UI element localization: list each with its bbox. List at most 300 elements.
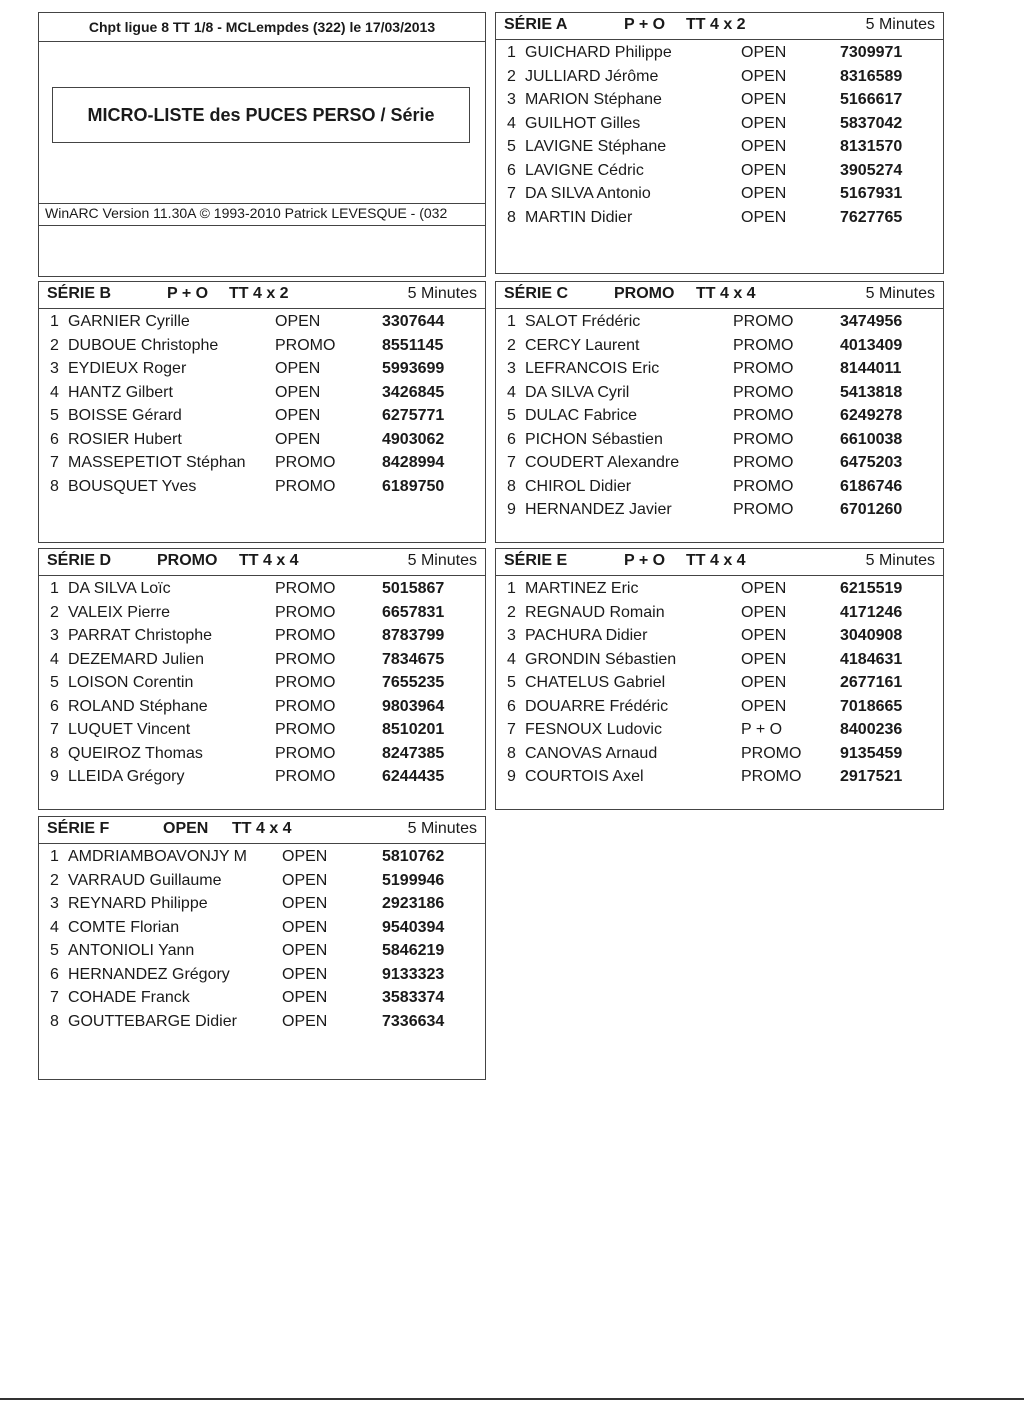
row-number: 5	[50, 674, 59, 691]
chip-code: 6244435	[382, 768, 445, 785]
row-number: 3	[507, 91, 516, 108]
chip-code: 3307644	[382, 313, 445, 330]
player-name: REGNAUD Romain	[525, 603, 665, 621]
chip-code: 4171246	[840, 603, 903, 621]
player-category: OPEN	[282, 942, 328, 959]
player-category: PROMO	[733, 454, 794, 471]
player-category: PROMO	[275, 627, 336, 644]
player-category: OPEN	[741, 697, 787, 715]
chip-code: 6189750	[382, 477, 445, 495]
chip-code: 6186746	[840, 477, 903, 495]
table-row	[39, 404, 485, 428]
chip-code: 3583374	[382, 989, 445, 1006]
table-row	[39, 1010, 485, 1034]
chip-code: 6701260	[840, 501, 903, 518]
row-number: 4	[50, 383, 59, 401]
row-number: 2	[507, 336, 516, 354]
chip-code: 3905274	[840, 161, 903, 179]
row-number: 8	[507, 208, 516, 226]
chip-code: 8247385	[382, 744, 445, 762]
table-row	[39, 624, 485, 648]
player-name: MARION Stéphane	[525, 91, 662, 108]
table-row	[39, 765, 485, 789]
chip-code: 9540394	[382, 918, 445, 936]
page-bottom-edge	[0, 1398, 1024, 1400]
row-number: 3	[50, 360, 59, 377]
chip-code: 8400236	[840, 721, 903, 738]
row-number: 6	[507, 430, 516, 448]
player-name: ROLAND Stéphane	[68, 697, 208, 715]
player-name: MASSEPETIOT Stéphan	[68, 454, 246, 471]
software-credit: WinARC Version 11.30A © 1993-2010 Patrick LEVESQUE - (032	[45, 205, 448, 221]
table-row	[496, 88, 943, 112]
chip-code: 5837042	[840, 114, 903, 132]
title-box	[38, 12, 486, 277]
player-name: LAVIGNE Cédric	[525, 161, 644, 179]
player-category: OPEN	[275, 313, 321, 330]
player-category: PROMO	[275, 650, 336, 668]
player-name: EYDIEUX Roger	[68, 360, 187, 377]
row-number: 9	[507, 768, 516, 785]
table-row	[496, 648, 943, 672]
row-number: 4	[507, 383, 516, 401]
player-category: PROMO	[275, 674, 336, 691]
row-number: 3	[507, 627, 516, 644]
table-row	[39, 428, 485, 452]
table-row	[496, 671, 943, 695]
table-row	[39, 869, 485, 893]
player-category: PROMO	[275, 336, 336, 354]
chip-code: 9133323	[382, 965, 445, 983]
player-name: PICHON Sébastien	[525, 430, 663, 448]
player-category: OPEN	[282, 965, 328, 983]
chip-code: 4184631	[840, 650, 903, 668]
player-category: P + O	[741, 721, 783, 738]
series-rows	[496, 310, 943, 522]
player-category: OPEN	[282, 895, 328, 912]
series-rows	[39, 310, 485, 498]
player-name: QUEIROZ Thomas	[68, 744, 203, 762]
chip-code: 4903062	[382, 430, 445, 448]
player-category: PROMO	[275, 454, 336, 471]
player-name: FESNOUX Ludovic	[525, 721, 662, 738]
row-number: 1	[507, 44, 516, 61]
table-row	[496, 206, 943, 230]
series-duration: 5 Minutes	[407, 285, 477, 302]
row-number: 8	[50, 477, 59, 495]
table-row	[496, 765, 943, 789]
chip-code: 8428994	[382, 454, 445, 471]
series-header	[496, 549, 943, 576]
divider	[39, 225, 485, 226]
player-category: OPEN	[741, 603, 787, 621]
player-category: OPEN	[275, 407, 321, 424]
player-category: OPEN	[741, 67, 787, 85]
table-row	[39, 916, 485, 940]
series-d-panel	[38, 548, 486, 810]
table-row	[496, 742, 943, 766]
series-c-panel	[495, 281, 944, 543]
series-rows	[39, 577, 485, 789]
table-row	[496, 334, 943, 358]
player-name: GUILHOT Gilles	[525, 114, 641, 132]
player-category: PROMO	[733, 383, 794, 401]
row-number: 6	[507, 161, 516, 179]
document-title: MICRO-LISTE des PUCES PERSO / Série	[52, 87, 470, 143]
player-category: PROMO	[733, 360, 794, 377]
table-row	[39, 601, 485, 625]
chip-code: 8316589	[840, 67, 903, 85]
series-format: TT 4 x 4	[232, 820, 292, 837]
player-category: OPEN	[741, 650, 787, 668]
row-number: 7	[507, 454, 516, 471]
chip-code: 7655235	[382, 674, 445, 691]
chip-code: 8131570	[840, 138, 903, 155]
chip-code: 3426845	[382, 383, 445, 401]
player-name: CHIROL Didier	[525, 477, 632, 495]
table-row	[39, 742, 485, 766]
row-number: 2	[507, 603, 516, 621]
player-category: PROMO	[733, 336, 794, 354]
chip-code: 6610038	[840, 430, 903, 448]
player-category: PROMO	[741, 744, 802, 762]
player-category: OPEN	[741, 91, 787, 108]
player-category: OPEN	[282, 918, 328, 936]
row-number: 5	[507, 407, 516, 424]
series-name: SÉRIE B	[47, 285, 112, 302]
player-name: CANOVAS Arnaud	[525, 744, 658, 762]
chip-code: 3474956	[840, 313, 903, 330]
chip-code: 8783799	[382, 627, 445, 644]
series-name: SÉRIE A	[504, 16, 568, 33]
player-category: PROMO	[275, 744, 336, 762]
series-category: OPEN	[163, 820, 209, 837]
series-format: TT 4 x 4	[686, 552, 746, 569]
player-name: CHATELUS Gabriel	[525, 674, 666, 691]
series-name: SÉRIE C	[504, 285, 569, 302]
row-number: 2	[507, 67, 516, 85]
player-category: OPEN	[275, 360, 321, 377]
player-name: COHADE Franck	[68, 989, 190, 1006]
player-name: LUQUET Vincent	[68, 721, 191, 738]
player-name: DULAC Fabrice	[525, 407, 638, 424]
player-name: ANTONIOLI Yann	[68, 942, 195, 959]
chip-code: 2923186	[382, 895, 445, 912]
table-row	[39, 939, 485, 963]
series-category: PROMO	[157, 552, 218, 569]
player-category: OPEN	[741, 185, 787, 202]
player-category: OPEN	[741, 161, 787, 179]
chip-code: 5810762	[382, 848, 445, 865]
chip-code: 2677161	[840, 674, 903, 691]
divider	[39, 41, 485, 42]
series-header	[496, 282, 943, 309]
series-b-panel	[38, 281, 486, 543]
row-number: 7	[507, 721, 516, 738]
chip-code: 7018665	[840, 697, 903, 715]
player-name: HERNANDEZ Javier	[525, 501, 672, 518]
row-number: 1	[50, 580, 59, 597]
series-duration: 5 Minutes	[407, 820, 477, 837]
player-category: OPEN	[741, 674, 787, 691]
player-category: PROMO	[733, 430, 794, 448]
series-duration: 5 Minutes	[865, 16, 935, 33]
row-number: 7	[50, 989, 59, 1006]
chip-code: 3040908	[840, 627, 903, 644]
player-name: GUICHARD Philippe	[525, 44, 672, 61]
player-name: BOUSQUET Yves	[68, 477, 197, 495]
row-number: 3	[50, 895, 59, 912]
table-row	[496, 624, 943, 648]
series-rows	[496, 577, 943, 789]
table-row	[496, 159, 943, 183]
player-category: OPEN	[282, 871, 328, 889]
player-name: LEFRANCOIS Eric	[525, 360, 660, 377]
player-category: PROMO	[275, 580, 336, 597]
table-row	[39, 451, 485, 475]
series-format: TT 4 x 4	[696, 285, 756, 302]
row-number: 7	[507, 185, 516, 202]
table-row	[496, 451, 943, 475]
chip-code: 6275771	[382, 407, 445, 424]
player-name: PACHURA Didier	[525, 627, 648, 644]
row-number: 1	[507, 580, 516, 597]
player-name: VARRAUD Guillaume	[68, 871, 222, 889]
chip-code: 6475203	[840, 454, 903, 471]
row-number: 5	[50, 942, 59, 959]
table-row	[39, 986, 485, 1010]
table-row	[39, 357, 485, 381]
row-number: 8	[50, 744, 59, 762]
chip-code: 5199946	[382, 871, 445, 889]
table-row	[39, 648, 485, 672]
player-category: PROMO	[275, 603, 336, 621]
table-row	[39, 695, 485, 719]
table-row	[496, 381, 943, 405]
table-row	[496, 182, 943, 206]
player-category: OPEN	[741, 44, 787, 61]
table-row	[39, 310, 485, 334]
series-f-panel	[38, 816, 486, 1080]
table-row	[496, 112, 943, 136]
series-category: P + O	[624, 16, 666, 33]
row-number: 6	[50, 965, 59, 983]
chip-code: 8510201	[382, 721, 445, 738]
series-rows	[39, 845, 485, 1033]
chip-code: 7834675	[382, 650, 445, 668]
row-number: 4	[50, 650, 59, 668]
player-category: PROMO	[733, 501, 794, 518]
player-name: DA SILVA Cyril	[525, 383, 630, 401]
table-row	[496, 577, 943, 601]
player-category: OPEN	[282, 989, 328, 1006]
player-name: PARRAT Christophe	[68, 627, 213, 644]
chip-code: 2917521	[840, 768, 903, 785]
player-name: REYNARD Philippe	[68, 895, 208, 912]
series-a-panel	[495, 12, 944, 274]
series-e-panel	[495, 548, 944, 810]
row-number: 6	[507, 697, 516, 715]
player-category: PROMO	[275, 768, 336, 785]
player-name: LAVIGNE Stéphane	[525, 138, 667, 155]
player-name: MARTINEZ Eric	[525, 580, 639, 597]
row-number: 2	[50, 871, 59, 889]
chip-code: 6657831	[382, 603, 445, 621]
player-category: OPEN	[741, 114, 787, 132]
row-number: 5	[507, 674, 516, 691]
table-row	[39, 381, 485, 405]
chip-code: 9135459	[840, 744, 903, 762]
chip-code: 8144011	[840, 360, 902, 377]
series-header	[39, 817, 485, 844]
player-name: BOISSE Gérard	[68, 407, 182, 424]
chip-code: 6215519	[840, 580, 903, 597]
series-category: PROMO	[614, 285, 675, 302]
player-name: COURTOIS Axel	[525, 768, 644, 785]
player-name: GARNIER Cyrille	[68, 313, 190, 330]
row-number: 1	[507, 313, 516, 330]
row-number: 9	[507, 501, 516, 518]
series-name: SÉRIE F	[47, 820, 110, 837]
player-category: PROMO	[733, 477, 794, 495]
chip-code: 4013409	[840, 336, 903, 354]
table-row	[39, 845, 485, 869]
player-name: HANTZ Gilbert	[68, 383, 173, 401]
player-name: GRONDIN Sébastien	[525, 650, 677, 668]
row-number: 2	[50, 336, 59, 354]
player-category: OPEN	[741, 627, 787, 644]
series-format: TT 4 x 2	[229, 285, 289, 302]
series-header	[496, 13, 943, 40]
divider	[39, 203, 485, 204]
player-name: SALOT Frédéric	[525, 313, 641, 330]
table-row	[496, 498, 943, 522]
series-category: P + O	[167, 285, 209, 302]
row-number: 8	[507, 477, 516, 495]
series-duration: 5 Minutes	[407, 552, 477, 569]
chip-code: 5846219	[382, 942, 445, 959]
player-name: JULLIARD Jérôme	[525, 67, 659, 85]
player-name: DEZEMARD Julien	[68, 650, 205, 668]
chip-code: 6249278	[840, 407, 903, 424]
table-row	[496, 135, 943, 159]
table-row	[496, 404, 943, 428]
row-number: 6	[50, 697, 59, 715]
table-row	[39, 963, 485, 987]
chip-code: 5015867	[382, 580, 445, 597]
chip-code: 8551145	[382, 336, 444, 354]
event-title: Chpt ligue 8 TT 1/8 - MCLempdes (322) le 17/03/2013	[88, 19, 436, 35]
player-name: LOISON Corentin	[68, 674, 194, 691]
row-number: 1	[50, 313, 59, 330]
row-number: 1	[50, 848, 59, 865]
player-name: VALEIX Pierre	[68, 603, 170, 621]
player-name: LLEIDA Grégory	[68, 768, 185, 785]
player-category: PROMO	[275, 697, 336, 715]
table-row	[496, 357, 943, 381]
table-row	[39, 892, 485, 916]
table-row	[496, 695, 943, 719]
row-number: 5	[50, 407, 59, 424]
player-name: MARTIN Didier	[525, 208, 633, 226]
row-number: 5	[507, 138, 516, 155]
player-name: DA SILVA Loïc	[68, 580, 171, 597]
table-row	[39, 577, 485, 601]
row-number: 8	[50, 1012, 59, 1030]
series-format: TT 4 x 2	[686, 16, 746, 33]
table-row	[496, 65, 943, 89]
chip-code: 9803964	[382, 697, 445, 715]
table-row	[39, 671, 485, 695]
table-row	[39, 475, 485, 499]
player-name: COUDERT Alexandre	[525, 454, 680, 471]
player-category: PROMO	[733, 313, 794, 330]
player-category: PROMO	[275, 477, 336, 495]
row-number: 3	[50, 627, 59, 644]
row-number: 6	[50, 430, 59, 448]
player-category: PROMO	[733, 407, 794, 424]
player-category: OPEN	[741, 580, 787, 597]
chip-code: 7627765	[840, 208, 903, 226]
table-row	[496, 475, 943, 499]
chip-code: 7309971	[840, 44, 903, 61]
player-category: OPEN	[282, 1012, 328, 1030]
player-name: AMDRIAMBOAVONJY M	[68, 848, 247, 865]
table-row	[496, 718, 943, 742]
row-number: 3	[507, 360, 516, 377]
player-category: OPEN	[275, 383, 321, 401]
series-header	[39, 282, 485, 309]
series-format: TT 4 x 4	[239, 552, 299, 569]
player-name: HERNANDEZ Grégory	[68, 965, 230, 983]
row-number: 8	[507, 744, 516, 762]
player-name: DUBOUE Christophe	[68, 336, 219, 354]
row-number: 9	[50, 768, 59, 785]
table-row	[496, 428, 943, 452]
chip-code: 7336634	[382, 1012, 445, 1030]
series-name: SÉRIE D	[47, 552, 112, 569]
player-category: OPEN	[741, 138, 787, 155]
player-name: ROSIER Hubert	[68, 430, 182, 448]
player-category: PROMO	[741, 768, 802, 785]
player-category: OPEN	[741, 208, 787, 226]
player-name: DOUARRE Frédéric	[525, 697, 669, 715]
player-name: GOUTTEBARGE Didier	[68, 1012, 237, 1030]
row-number: 4	[507, 650, 516, 668]
chip-code: 5166617	[840, 91, 903, 108]
table-row	[39, 718, 485, 742]
chip-code: 5413818	[840, 383, 903, 401]
row-number: 4	[50, 918, 59, 936]
series-category: P + O	[624, 552, 666, 569]
player-name: COMTE Florian	[68, 918, 180, 936]
player-name: DA SILVA Antonio	[525, 185, 651, 202]
series-duration: 5 Minutes	[865, 285, 935, 302]
chip-code: 5167931	[840, 185, 903, 202]
series-name: SÉRIE E	[504, 552, 568, 569]
player-category: PROMO	[275, 721, 336, 738]
series-header	[39, 549, 485, 576]
table-row	[39, 334, 485, 358]
table-row	[496, 601, 943, 625]
row-number: 7	[50, 721, 59, 738]
row-number: 2	[50, 603, 59, 621]
player-category: OPEN	[282, 848, 328, 865]
table-row	[496, 310, 943, 334]
table-row	[496, 41, 943, 65]
row-number: 4	[507, 114, 516, 132]
row-number: 7	[50, 454, 59, 471]
